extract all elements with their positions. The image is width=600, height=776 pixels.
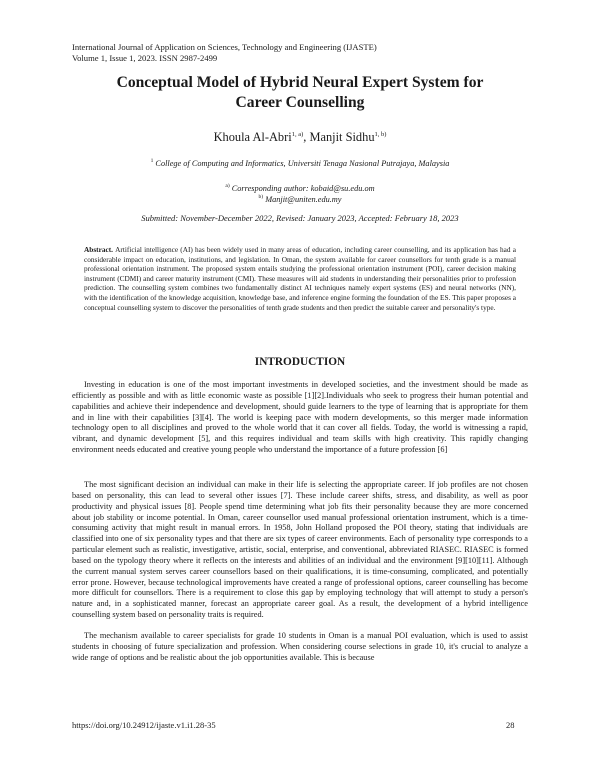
author-name: Khoula Al-Abri [213, 130, 292, 144]
abstract-text: Artificial intelligence (AI) has been widely used in many areas of education, including career counselling, and its application has had a considerable impact on education, institutions, and legislation. In Oman, the system available for career counsellors for tenth grade is a manual professional orientation instrument. The proposed system entails studying the professional orientation instrument (POI), career decision making instrument (CDMI) and career maturity instrument (CMI). These measures will aid students in understanding their personalities prior to profession prediction. The counselling system combines two fundamentally distinct AI techniques namely expert systems (ES) and neural networks (NN), with the identification of the knowledge acquisition, knowledge base, and inference engine forming the foundation of the ES. This paper proposes a conceptual counselling system to discover the personalities of tenth grade students and then predict the suitable career and personality's type. [84, 245, 516, 312]
title-line-2: Career Counselling [235, 94, 365, 111]
author-email: Manjit@uniten.edu.my [265, 194, 342, 204]
journal-volume: Volume 1, Issue 1, 2023. ISSN 2987-2499 [72, 53, 218, 63]
email-line [0, 183, 600, 193]
author-affiliation-mark: 1, b) [374, 130, 387, 138]
section-heading: INTRODUCTION [254, 356, 346, 368]
affiliation [0, 158, 600, 168]
author-affiliation-mark: 1, a) [291, 130, 304, 138]
abstract-label: Abstract. [84, 245, 113, 254]
corresponding-email: Corresponding author: kobaid@su.edu.om [231, 183, 375, 193]
affiliation-text: College of Computing and Informatics, Universiti Tenaga Nasional Putrajaya, Malaysia [155, 158, 450, 168]
title-line-1: Conceptual Model of Hybrid Neural Expert System for [116, 74, 484, 91]
author-name: Manjit Sidhu [309, 130, 375, 144]
submission-dates: Submitted: November-December 2022, Revised: January 2023, Accepted: February 18, 2023 [141, 213, 459, 223]
author-list: Khoula Al-Abri$^{1, a)}$, Manjit Sidhu$^{1, b)}$ [213, 130, 387, 144]
body-paragraph: The mechanism available to career specialists for grade 10 students in Oman is a manual POI evaluation, which is used to assist students in choosing of future specialization and profession. When considering course selections in grade 10, it's crucial to analyze a wide range of options and be realistic about the job opportunities available. This is because [72, 631, 528, 662]
journal-name: International Journal of Application on Sciences, Technology and Engineering (IJASTE) [72, 42, 377, 52]
page-number: 28 [506, 720, 515, 730]
paper-title [60, 73, 540, 113]
journal-header [72, 42, 377, 64]
affiliation-mark: 1 [150, 158, 154, 164]
email-mark: a) [225, 183, 230, 189]
doi-link[interactable]: https://doi.org/10.24912/ijaste.v1.i1.28-35 [72, 720, 216, 730]
email-line [0, 194, 600, 204]
email-mark: b) [258, 194, 264, 200]
body-paragraph: Investing in education is one of the most important investments in developed societies, and the investment should be made as efficiently as possible and with as little economic waste as possible [1][2].Individuals who seek to progress their human potential and capabilities and achieve their independence and development, should guide learners to the type of learning that is appropriate for them and in line with their capabilities [3][4]. The world is keeping pace with modern developments, so this merger made information technology open to all disciplines and proved to the whole world that it can cover all fields. Today, the world is witnessing a rapid, vibrant, and dynamic development [5], and this requires individual and team skills with high creativity. This rapidly changing environment needs educated and creative young people who understand the importance of a future profession [6] [72, 380, 528, 455]
abstract [84, 245, 516, 312]
body-paragraph: The most significant decision an individual can make in their life is selecting the appropriate career. If job profiles are not chosen based on personality, this can lead to several other issues [7]. These include career shifts, stress, and disability, as well as poor productivity and physical issues [8]. People spend time determining what job fits their personality because they are more concerned about job stability or income potential. In Oman, career counsellor used manual professional orientation instrument, which is a time-consuming activity that might result in manual errors. In 1958, John Holland proposed the POI theory, stating that individuals are classified into one of six personality types and that there are six types of career environments. Each of personality type corresponds to a particular element such as realistic, investigative, artistic, social, enterprise, and conventional, abbreviated RIASEC. RIASEC is formed based on the typology theory where it reflects on the interests and abilities of an individual and the environment [9][10][11]. Although the current manual system serves career counsellors based on their qualifications, it is time-consuming, complicated, and potentially error prone. However, because technological improvements have created a range of professional options, career counselling has become more difficult for counsellors. There is a requirement to close this gap by employing technology that will attempt to study a person's nature and, in a sophisticated manner, forecast an appropriate career goal. As a result, the development of a hybrid intelligence counselling system based on personality traits is required. [72, 480, 528, 620]
